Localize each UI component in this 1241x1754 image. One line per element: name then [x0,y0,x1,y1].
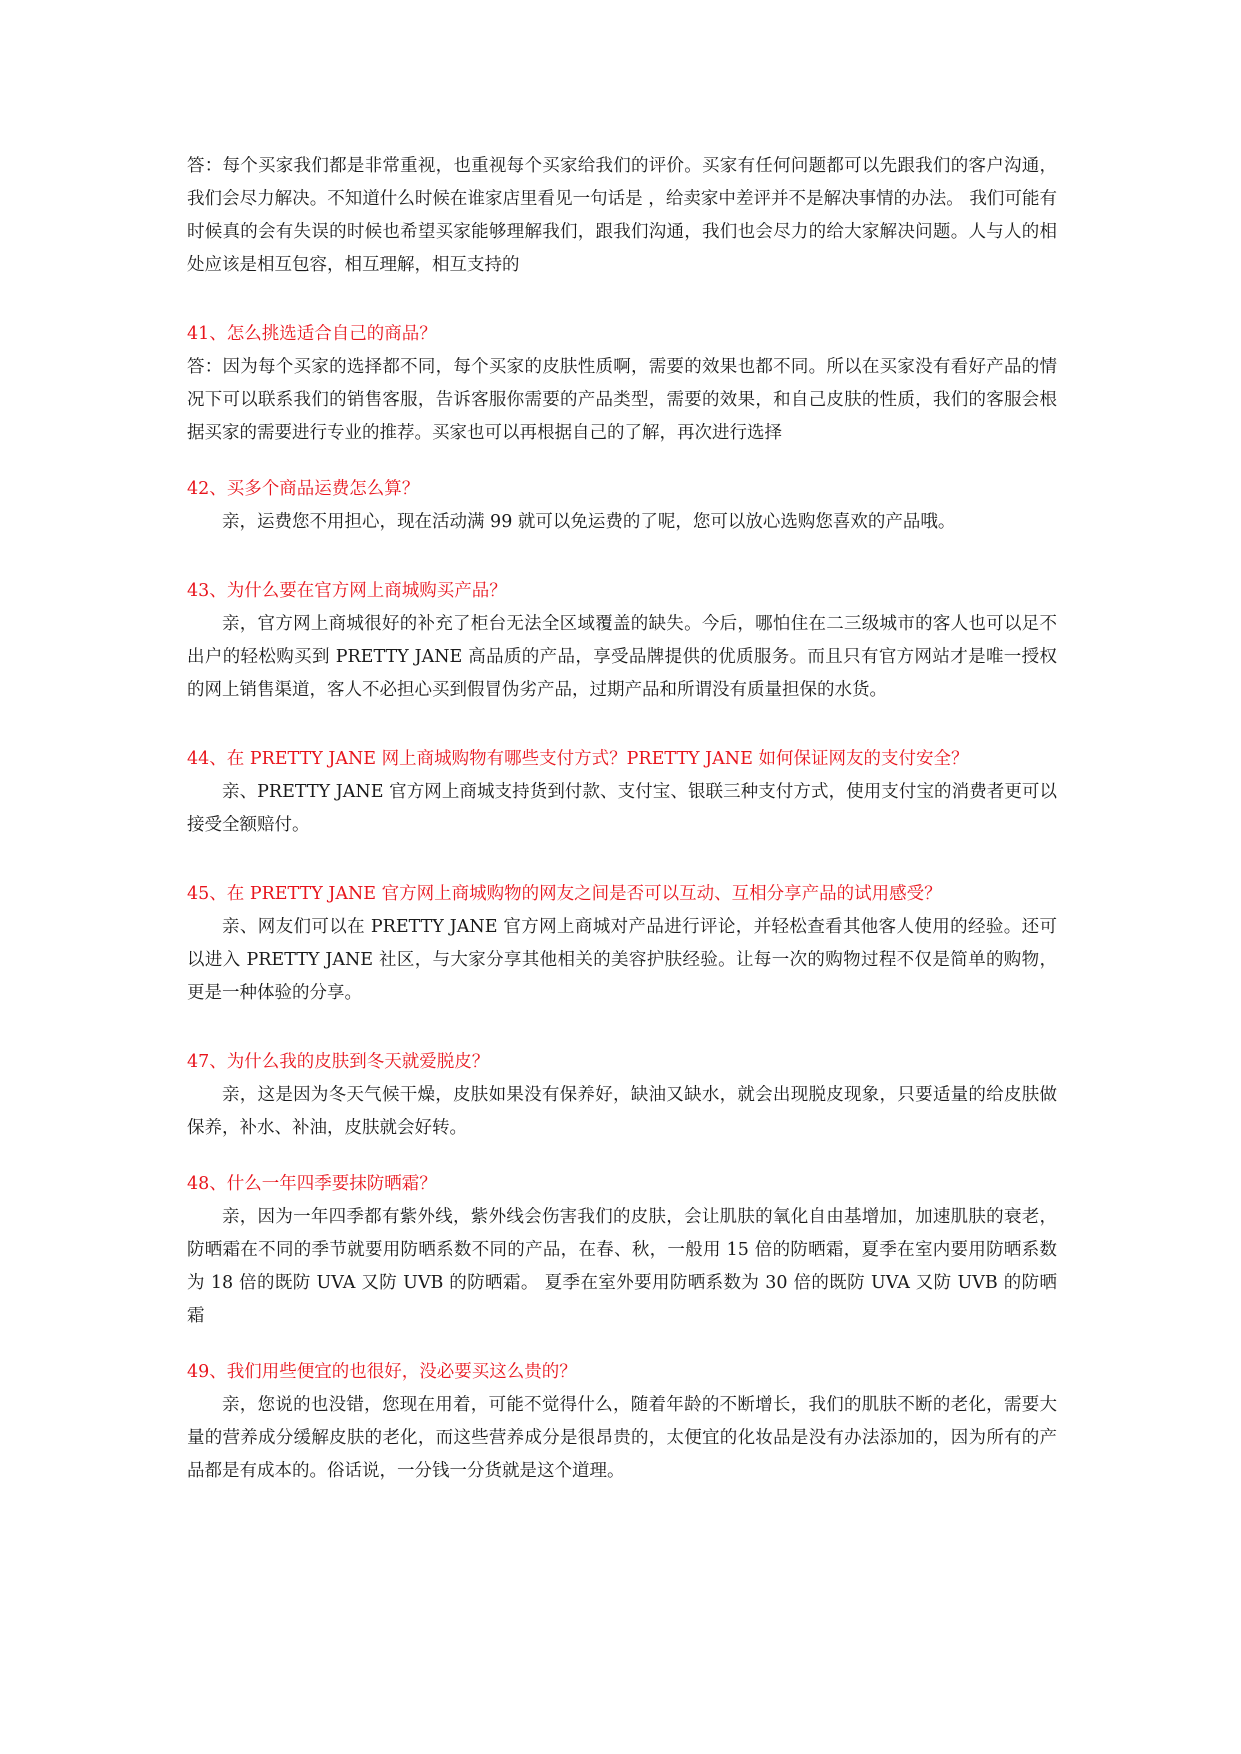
question-49: 49、我们用些便宜的也很好，没必要买这么贵的？ [187,1362,577,1382]
qa-item-49 [187,1356,1057,1488]
qa-item-42 [187,473,1057,539]
answer-47: 亲，这是因为冬天气候干燥，皮肤如果没有保养好，缺油又缺水，就会出现脱皮现象，只要适量的给皮肤做保养，补水、补油，皮肤就会好转。 [187,1085,1057,1138]
answer-41: 答：因为每个买家的选择都不同，每个买家的皮肤性质啊，需要的效果也都不同。所以在买家没有看好产品的情况下可以联系我们的销售客服，告诉客服你需要的产品类型，需要的效果，和自己皮肤的性质，我们的客服会根据买家的需要进行专业的推荐。买家也可以再根据自己的了解，再次进行选择 [187,357,1057,443]
question-45: 45、在 PRETTY JANE 官方网上商城购物的网友之间是否可以互动、互相分享产品的试用感受？ [187,884,942,904]
answer-43: 亲，官方网上商城很好的补充了柜台无法全区域覆盖的缺失。今后，哪怕住在二三级城市的客人也可以足不出户的轻松购买到 PRETTY JANE 高品质的产品，享受品牌提供的优质服务。而且只有官方网站才是唯一授权的网上销售渠道，客人不必担心买到假冒伪劣产品，过期产品和所谓没有质量担保的水货。 [187,614,1057,700]
question-48: 48、什么一年四季要抹防晒霜？ [187,1174,437,1194]
answer-49: 亲，您说的也没错，您现在用着，可能不觉得什么，随着年龄的不断增长，我们的肌肤不断的老化，需要大量的营养成分缓解皮肤的老化，而这些营养成分是很昂贵的，太便宜的化妆品是没有办法添加的，因为所有的产品都是有成本的。俗话说，一分钱一分货就是这个道理。 [187,1395,1057,1481]
answer-44: 亲、PRETTY JANE 官方网上商城支持货到付款、支付宝、银联三种支付方式，使用支付宝的消费者更可以接受全额赔付。 [187,782,1057,835]
qa-item-44 [187,743,1057,842]
qa-item-41 [187,318,1057,450]
qa-item-45 [187,878,1057,1010]
qa-item-47 [187,1046,1057,1145]
document-page [187,150,1057,1488]
answer-45: 亲、网友们可以在 PRETTY JANE 官方网上商城对产品进行评论，并轻松查看其他客人使用的经验。还可以进入 PRETTY JANE 社区，与大家分享其他相关的美容护肤经验。让每一次的购物过程不仅是简单的购物，更是一种体验的分享。 [187,917,1057,1003]
question-41: 41、怎么挑选适合自己的商品？ [187,324,437,344]
qa-item-43 [187,575,1057,707]
answer-42: 亲，运费您不用担心，现在活动满 99 就可以免运费的了呢，您可以放心选购您喜欢的产品哦。 [222,512,956,532]
question-44: 44、在 PRETTY JANE 网上商城购物有哪些支付方式？PRETTY JANE 如何保证网友的支付安全？ [187,749,969,769]
question-43: 43、为什么要在官方网上商城购买产品？ [187,581,507,601]
question-47: 47、为什么我的皮肤到冬天就爱脱皮？ [187,1052,490,1072]
qa-item-48 [187,1168,1057,1333]
question-42: 42、买多个商品运费怎么算？ [187,479,420,499]
answer-48: 亲，因为一年四季都有紫外线，紫外线会伤害我们的皮肤，会让肌肤的氧化自由基增加，加速肌肤的衰老，防晒霜在不同的季节就要用防晒系数不同的产品，在春、秋，一般用 15 倍的防晒霜，夏季在室内要用防晒系数为 18 倍的既防 UVA 又防 UVB 的防晒霜。 夏季在室外要用防晒系数为 30 倍的既防 UVA 又防 UVB 的防晒霜 [187,1207,1057,1326]
intro-answer: 答：每个买家我们都是非常重视，也重视每个买家给我们的评价。买家有任何问题都可以先跟我们的客户沟通，我们会尽力解决。不知道什么时候在谁家店里看见一句话是 ，给卖家中差评并不是解决事情的办法。 我们可能有时候真的会有失误的时候也希望买家能够理解我们，跟我们沟通，我们也会尽力的给大家解决问题。人与人的相处应该是相互包容，相互理解，相互支持的 [187,156,1057,275]
